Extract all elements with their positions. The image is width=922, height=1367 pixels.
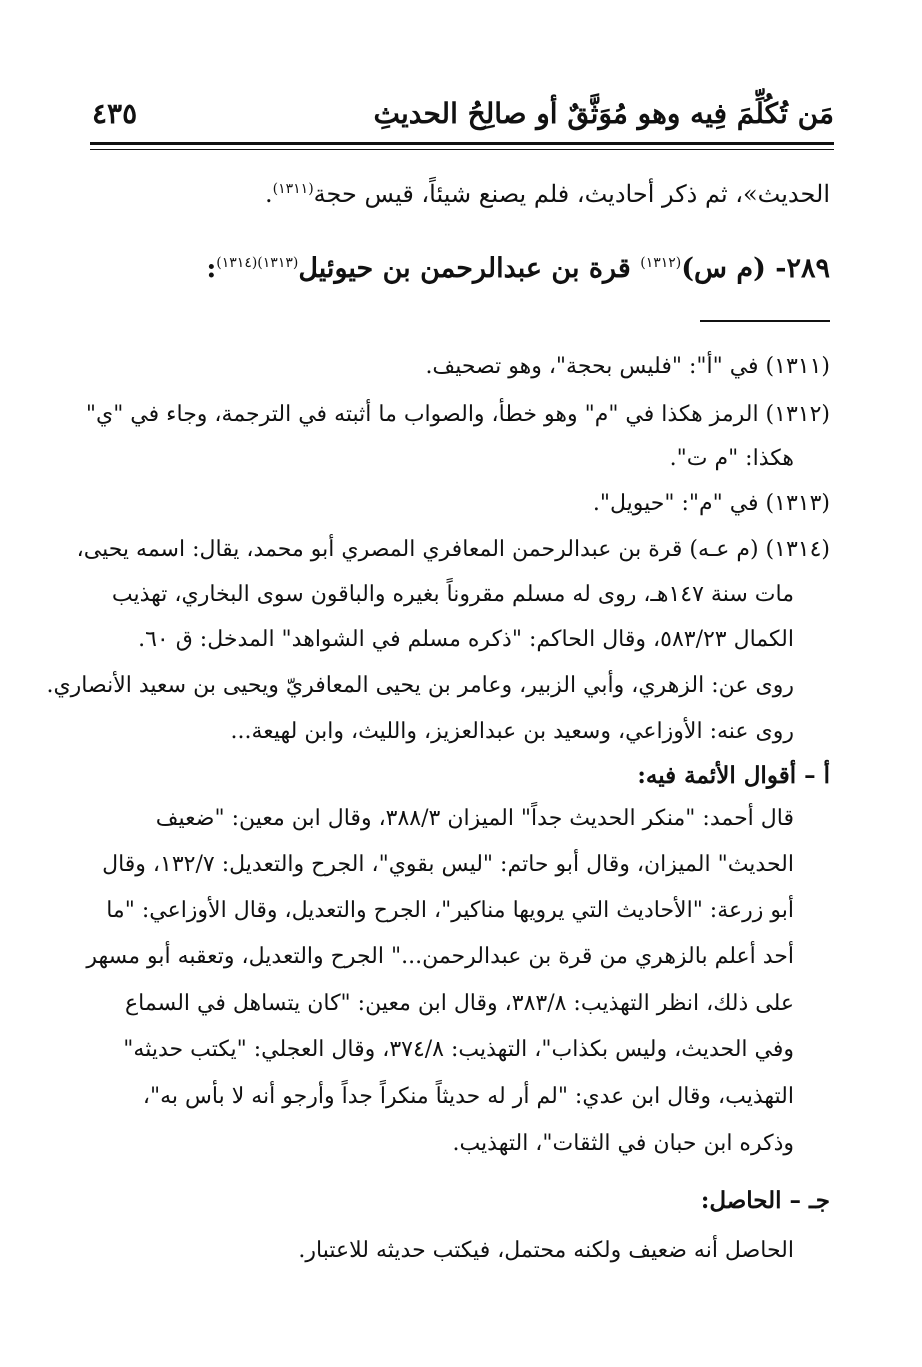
paragraph-line: أبو زرعة: "الأحاديث التي يرويها مناكير"، الجرح والتعديل، وقال الأوزاعي: "ما: [106, 898, 794, 923]
paragraph-line: الحاصل أنه ضعيف ولكنه محتمل، فيكتب حديثه للاعتبار.: [298, 1238, 794, 1263]
running-title: مَن تُكُلِّمَ فِيه وهو مُوَثَّقٌ أو صالِحُ الحديثِ: [373, 96, 834, 130]
footnote-1314-cont: مات سنة ١٤٧هـ، روى له مسلم مقروناً بغيره والباقون سوى البخاري، تهذيب: [111, 582, 794, 607]
footnote-1312-cont: هكذا: "م ت".: [669, 446, 794, 471]
footnote-1313: (١٣١٣) في "م": "حيويل".: [592, 491, 830, 516]
running-header: [92, 88, 834, 138]
page-number: ٤٣٥: [92, 96, 138, 130]
footnote-1314: (١٣١٤) (م عـه) قرة بن عبدالرحمن المعافري المصري أبو محمد، يقال: اسمه يحيى،: [76, 537, 830, 562]
intro-line: الحديث»، ثم ذكر أحاديث، فلم يصنع شيئاً، قيس حجة$^{(١٣١١)}$.: [265, 180, 830, 208]
footnote-1312: (١٣١٢) الرمز هكذا في "م" وهو خطأ، والصواب ما أثبته في الترجمة، وجاء في "ي": [85, 402, 830, 427]
entry-name: قرة بن عبدالرحمن بن حيوئيل: [298, 253, 631, 284]
paragraph-line: وفي الحديث، وليس بكذاب"، التهذيب: ٣٧٤/٨، وقال العجلي: "يكتب حديثه": [123, 1037, 794, 1062]
footnote-1314-cont: الكمال ٥٨٣/٢٣، وقال الحاكم: "ذكره مسلم في الشواهد" المدخل: ق ٦٠.: [138, 627, 794, 652]
footnote-ref: (١٣١١): [272, 181, 314, 197]
footnote-ref: (١٣١٢): [640, 255, 682, 271]
paragraph-line: وذكره ابن حبان في الثقات"، التهذيب.: [452, 1131, 794, 1156]
paragraph-line: أحد أعلم بالزهري من قرة بن عبدالرحمن..." الجرح والتعديل، وتعقبه أبو مسهر: [86, 944, 794, 969]
header-rule-thin: [90, 149, 834, 150]
paragraph-line: قال أحمد: "منكر الحديث جداً" الميزان ٣٨٨/٣، وقال ابن معين: "ضعيف: [155, 806, 794, 831]
entry-heading: ٢٨٩- (م س)$^{(١٣١٢)}$ قرة بن عبدالرحمن بن حيوئيل$^{(١٣١٣)(١٣١٤)}$:: [206, 253, 830, 284]
footnote-1314-cont: روى عن: الزهري، وأبي الزبير، وعامر بن يحيى المعافريّ ويحيى بن سعيد الأنصاري.: [46, 673, 794, 698]
entry-number: ٢٨٩- (م س): [681, 253, 830, 284]
paragraph-line: الحديث" الميزان، وقال أبو حاتم: "ليس بقوي"، الجرح والتعديل: ١٣٢/٧، وقال: [102, 852, 794, 877]
paragraph-line: التهذيب، وقال ابن عدي: "لم أر له حديثاً منكراً جداً وأرجو أنه لا بأس به"،: [142, 1084, 794, 1109]
section-heading-c: جـ – الحاصل:: [700, 1187, 830, 1214]
paragraph-line: على ذلك، انظر التهذيب: ٣٨٣/٨، وقال ابن معين: "كان يتساهل في السماع: [125, 991, 794, 1016]
footnote-ref: (١٣١٣)(١٣١٤): [216, 255, 299, 271]
footnote-1311: (١٣١١) في "أ": "فليس بحجة"، وهو تصحيف.: [425, 354, 830, 379]
footnote-1314-cont: روى عنه: الأوزاعي، وسعيد بن عبدالعزيز، والليث، وابن لهيعة...: [230, 719, 794, 744]
footnote-separator: [700, 320, 830, 322]
section-heading-a: أ – أقوال الأئمة فيه:: [637, 762, 830, 789]
header-rule-thick: [90, 142, 834, 145]
